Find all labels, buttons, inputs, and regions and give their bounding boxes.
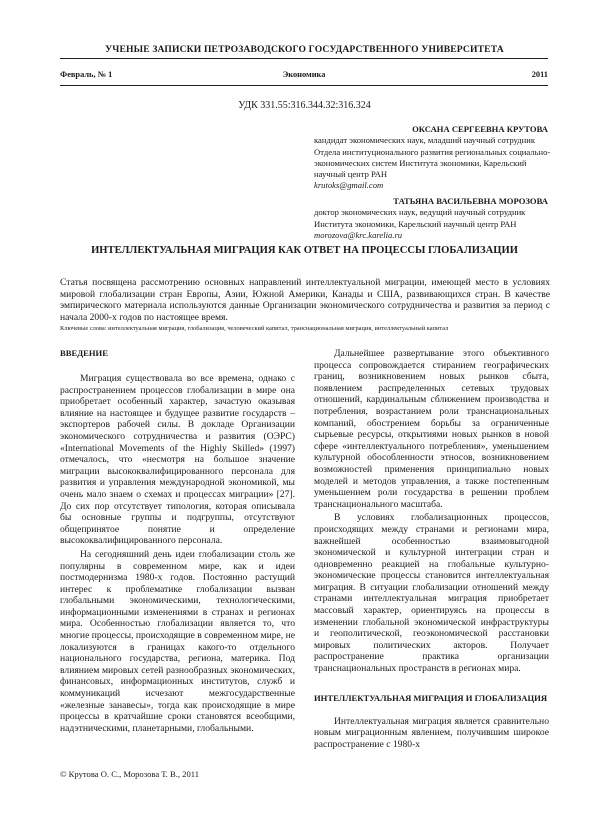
author-block-2 — [314, 196, 554, 241]
author-block-1 — [314, 124, 554, 192]
abstract: Статья посвящена рассмотрению основных направлений интеллектуальной миграции, имеющей место в условиях мировой глобализации стран Европы, Азии, Южной Америки, Канады и США, развивающихся стран. В качестве эмпирического материала используются данные Организации экономического сотрудничества и развития за период с начала 2000-х годов по настоящее время. — [60, 277, 550, 323]
udc-code: УДК 331.55:316.344.32:316.324 — [238, 100, 371, 111]
article-title: ИНТЕЛЛЕКТУАЛЬНАЯ МИГРАЦИЯ КАК ОТВЕТ НА ПРОЦЕССЫ ГЛОБАЛИЗАЦИИ — [91, 245, 518, 256]
author-affiliation: доктор экономических наук, ведущий научный сотрудник Института экономики, Карельский научный центр РАН — [314, 207, 526, 229]
issue-row — [60, 70, 548, 82]
paragraph: Интеллектуальная миграция является сравнительно новым миграционным явлением, получившим широкое распространение с 1980-х — [314, 715, 549, 750]
section-heading: ИНТЕЛЛЕКТУАЛЬНАЯ МИГРАЦИЯ И ГЛОБАЛИЗАЦИЯ — [314, 692, 548, 703]
right-column — [314, 348, 549, 752]
section-heading: ВВЕДЕНИЕ — [60, 348, 108, 358]
left-column — [60, 348, 295, 736]
author-affiliation: кандидат экономических наук, младший научный сотрудник Отдела институционального развития региональных социально-экономических систем Института экономики, Карельский научный центр РАН — [314, 135, 551, 180]
issue-year: 2011 — [531, 70, 548, 79]
section-name: Экономика — [282, 70, 326, 79]
author-name: ОКСАНА СЕРГЕЕВНА КРУТОВА — [412, 124, 548, 134]
author-name: ТАТЬЯНА ВАСИЛЬЕВНА МОРОЗОВА — [393, 196, 548, 206]
paragraph: На сегодняшний день идеи глобализации столь же популярны в современном мире, как и идеи постмодернизма 1980-х годов. Постоянно растущий интерес к проблематике глобализации вызван глобальными экономическими, технологическими, информационными изменениями в странах и регионах мира. Особенностью глобализации является то, что многие процессы, происходящие в современном мире, не локализуются в границах какого-то отдельного национального государства, региона, материка. Под влиянием мировых сетей разнообразных экономических, финансовых, информационных институтов, служб и коммуникаций исчезают межгосударственные «железные занавесы», тогда как происходящие в мире процессы в кратчайшие сроки становятся всеобщими, надэтническими, планетарными, глобальными. — [60, 548, 295, 734]
issue-number: Февраль, № 1 — [60, 70, 113, 79]
copyright-notice: © Крутова О. С., Морозова Т. В., 2011 — [60, 769, 200, 779]
paragraph: Дальнейшее развертывание этого объективного процесса сопровождается стиранием географических границ, возникновением новых рынков сбыта, появлением распределенных сетевых трудовых отношений, кардинальным сближением производства и потребления, возрастанием роли транснациональных компаний, обострением борьбы за ограниченные сырьевые ресурсы, открытиями новых рынков в новой сфере «интеллектуального потребления», уменьшением культурной обособленности этносов, возникновением возможностей применения принципиально новых моделей и методов управления, а также постепенным уменьшением роли государства в решении проблем транснационального масштаба. — [314, 348, 549, 510]
author-email[interactable]: morozova@krc.karelia.ru — [314, 229, 403, 240]
keywords: Ключевые слова: интеллектуальная миграция, глобализация, человеческий капитал, транснациональная миграция, интеллектуальный капитал — [60, 325, 449, 332]
paragraph: Миграция существовала во все времена, однако с распространением процессов глобализации в мире она приобретает особенный характер, зачастую оказывая влияние на настоящее и будущее развитие государств – экспортеров рабочей силы. В докладе Организации экономического сотрудничества и развития (ОЭРС) «International Movements of the Highly Skilled» (1997) отмечалось, что «несмотря на большое значение миграции высококвалифицированного персонала для развития и управления международной экономикой, мы очень мало знаем о схемах и процессах миграции» [27]. До сих пор отсутствует типология, которая описывала бы основные группы и подгруппы, отсутствуют общепринятое понятие и определение высококвалифицированного персонала. — [60, 373, 295, 547]
author-email[interactable]: krutoks@gmail.com — [314, 180, 384, 191]
journal-title: УЧЕНЫЕ ЗАПИСКИ ПЕТРОЗАВОДСКОГО ГОСУДАРСТВЕННОГО УНИВЕРСИТЕТА — [105, 44, 504, 55]
header-rule-top — [60, 58, 548, 59]
header-rule-bottom — [60, 85, 548, 86]
paragraph: В условиях глобализационных процессов, происходящих между странами и регионами мира, важнейшей особенностью взаимовыгодной экономической и культурной интеграции стран и одновременно реакцией на глобальные культурно-экономические процессы становится интеллектуальная миграция. В ситуации глобализации отношений между странами интеллектуальная миграция приобретает массовый характер, ориентируясь на процессы в изменении глобальной экономической инфраструктуры и геополитической, геоэкономической расстановки мировых политических акторов. Получает распространение практика организации транснациональных пространств в регионах мира. — [314, 512, 549, 675]
